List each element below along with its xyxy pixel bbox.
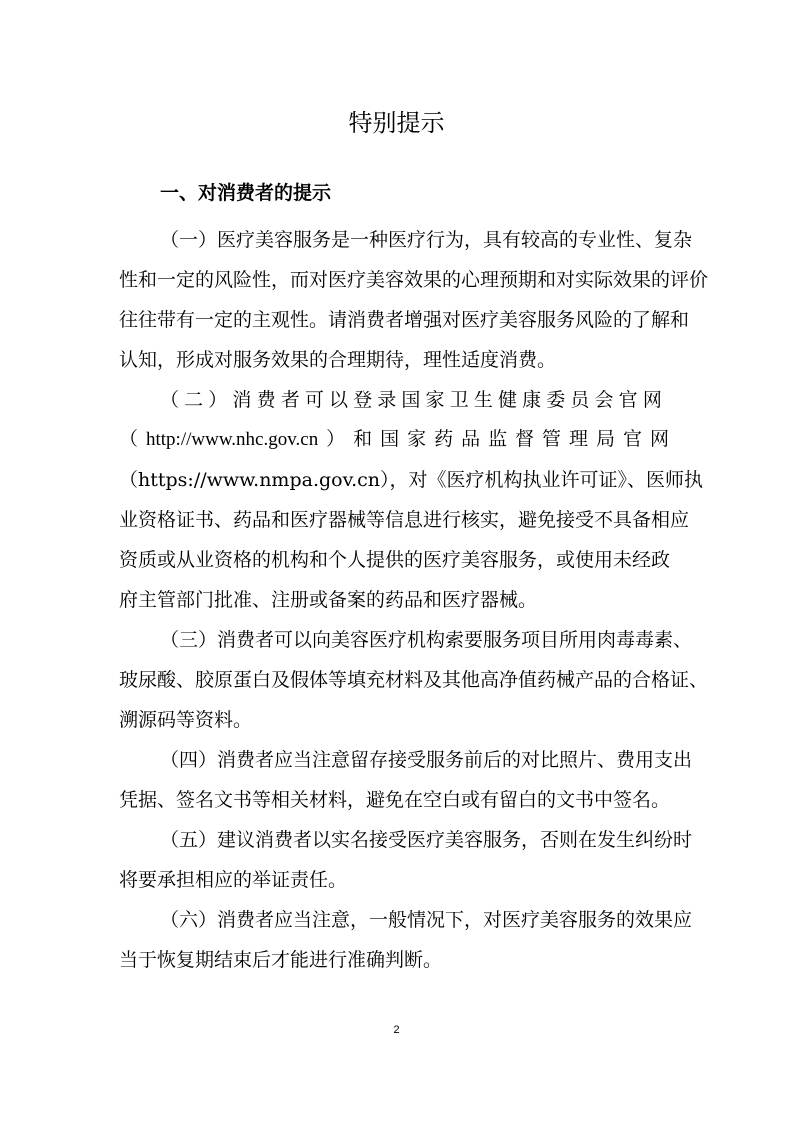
paragraph-2-line-1-segment: 会 — [594, 389, 614, 411]
paragraph-1-line-1: （一）医疗美容服务是一种医疗行为，具有较高的专业性、复杂 — [160, 229, 693, 251]
paragraph-2-line-1-segment: 网 — [642, 389, 662, 411]
paragraph-2-line-2-segment: 督 — [515, 429, 535, 450]
paragraph-1-line-4: 认知，形成对服务效果的合理期待，理性适度消费。 — [119, 349, 557, 371]
paragraph-4-line-2: 凭据、签名文书等相关材料，避免在空白或有留白的文书中签名。 — [119, 789, 671, 811]
paragraph-5-line-1: （五）建议消费者以实名接受医疗美容服务，否则在发生纠纷时 — [160, 829, 693, 851]
paragraph-1-line-3: 往往带有一定的主观性。请消费者增强对医疗美容服务风险的了解和 — [119, 309, 690, 331]
paragraph-2-line-5: 资质或从业资格的机构和个人提供的医疗美容服务，或使用未经政 — [119, 549, 671, 571]
section-heading: 一、对消费者的提示 — [160, 182, 332, 204]
paragraph-2-line-2-segment: 监 — [488, 429, 508, 450]
paragraph-4-line-1: （四）消费者应当注意留存接受服务前后的对比照片、费用支出 — [160, 749, 693, 771]
paragraph-2-line-1-segment: 康 — [522, 389, 542, 411]
paragraph-2-line-1-segment: 卫 — [449, 389, 469, 411]
paragraph-2-line-1-segment: 者 — [280, 389, 300, 411]
paragraph-2-line-1-segment: ） — [208, 389, 228, 411]
paragraph-2-line-1-segment: 消 — [232, 389, 252, 411]
paragraph-3-line-2: 玻尿酸、胶原蛋白及假体等填充材料及其他高净值药械产品的合格证、 — [119, 669, 709, 691]
paragraph-2-line-1-segment: 录 — [377, 389, 397, 411]
paragraph-2-line-2-segment: 管 — [542, 429, 562, 450]
paragraph-2-line-1-segment: 登 — [353, 389, 373, 411]
paragraph-3-line-1: （三）消费者可以向美容医疗机构索要服务项目所用肉毒毒素、 — [160, 629, 693, 651]
paragraph-2-line-2-segment: 官 — [623, 429, 643, 450]
paragraph-2-line-2-segment: 网 — [649, 429, 669, 450]
paragraph-2-line-2-segment: ） — [326, 429, 346, 450]
paragraph-2-line-1 — [160, 385, 662, 415]
paragraph-2-line-6: 府主管部门批准、注册或备案的药品和医疗器械。 — [119, 589, 538, 611]
paragraph-2-line-1-segment: 员 — [570, 389, 590, 411]
page-number: 2 — [393, 1024, 400, 1036]
paragraph-2-line-1-segment: 官 — [618, 389, 638, 411]
paragraph-2-line-2-segment: http://www.nhc.gov.cn — [145, 429, 319, 450]
paragraph-2-line-2-segment: 国 — [380, 429, 400, 450]
paragraph-2-line-2-segment: 品 — [461, 429, 481, 450]
paragraph-2-line-1-segment: 以 — [328, 389, 348, 411]
paragraph-2-line-1-segment: 健 — [497, 389, 517, 411]
page-title: 特别提示 — [348, 109, 445, 137]
paragraph-2-line-1-segment: 家 — [425, 389, 445, 411]
paragraph-2-line-2 — [119, 425, 669, 455]
paragraph-2-line-1-segment: 二 — [184, 389, 204, 411]
paragraph-1-line-2: 性和一定的风险性，而对医疗美容效果的心理预期和对实际效果的评价 — [119, 269, 709, 291]
paragraph-6-line-2: 当于恢复期结束后才能进行准确判断。 — [119, 949, 443, 971]
paragraph-2-line-1-segment: 委 — [546, 389, 566, 411]
paragraph-2-line-1-segment: 生 — [473, 389, 493, 411]
paragraph-2-line-2-segment: （ — [119, 429, 139, 450]
paragraph-2-line-1-segment: 国 — [401, 389, 421, 411]
paragraph-2-line-2-segment: 和 — [353, 429, 373, 450]
paragraph-2-line-3: （https://www.nmpa.gov.cn），对《医疗机构执业许可证》、医师执 — [119, 469, 703, 491]
paragraph-6-line-1: （六）消费者应当注意，一般情况下，对医疗美容服务的效果应 — [160, 909, 693, 931]
paragraph-2-line-2-segment: 理 — [569, 429, 589, 450]
paragraph-2-line-2-segment: 家 — [407, 429, 427, 450]
paragraph-2-line-2-segment: 药 — [434, 429, 454, 450]
paragraph-2-line-1-segment: 费 — [256, 389, 276, 411]
paragraph-2-line-1-segment: （ — [160, 389, 180, 411]
paragraph-2-line-2-segment: 局 — [596, 429, 616, 450]
paragraph-5-line-2: 将要承担相应的举证责任。 — [119, 869, 348, 891]
paragraph-2-line-1-segment: 可 — [304, 389, 324, 411]
paragraph-2-line-4: 业资格证书、药品和医疗器械等信息进行核实，避免接受不具备相应 — [119, 509, 690, 531]
paragraph-3-line-3: 溯源码等资料。 — [119, 709, 253, 731]
